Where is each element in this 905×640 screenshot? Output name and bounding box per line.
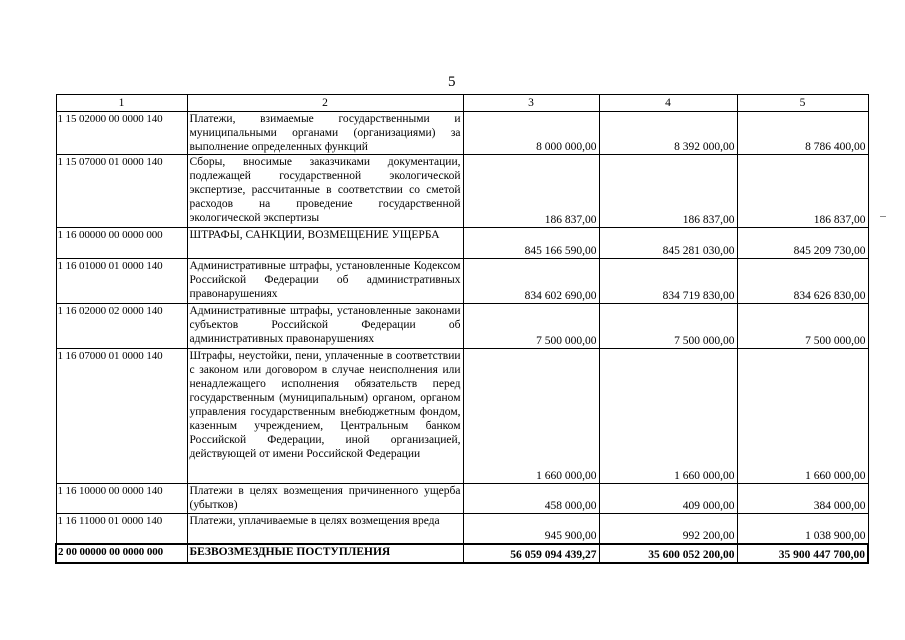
row-code: 1 16 11000 01 0000 140 xyxy=(56,514,187,544)
header-cell-code: 1 xyxy=(56,95,187,112)
row-code: 1 16 00000 00 0000 000 xyxy=(56,228,187,259)
row-value-year3: 35 900 447 700,00 xyxy=(737,544,868,563)
row-value-year2: 35 600 052 200,00 xyxy=(599,544,737,563)
row-value-year3: 384 000,00 xyxy=(737,484,868,514)
row-value-year3: 845 209 730,00 xyxy=(737,228,868,259)
table-row xyxy=(56,514,868,544)
table-row xyxy=(56,259,868,304)
page-number: 5 xyxy=(448,74,456,90)
header-cell-name: 2 xyxy=(187,95,463,112)
row-value-year2: 7 500 000,00 xyxy=(599,304,737,349)
row-code: 1 15 02000 00 0000 140 xyxy=(56,112,187,155)
row-name: Административные штрафы, установленные законами субъектов Российской Федерации об административных правонарушениях xyxy=(187,304,463,349)
row-code: 1 16 02000 02 0000 140 xyxy=(56,304,187,349)
table-row xyxy=(56,304,868,349)
table-row xyxy=(56,228,868,259)
row-name: Платежи, уплачиваемые в целях возмещения вреда xyxy=(187,514,463,544)
row-value-year1: 845 166 590,00 xyxy=(463,228,599,259)
row-value-year2: 8 392 000,00 xyxy=(599,112,737,155)
row-value-year3: 8 786 400,00 xyxy=(737,112,868,155)
table-header-row xyxy=(56,95,868,112)
row-value-year2: 1 660 000,00 xyxy=(599,349,737,484)
row-name: Платежи в целях возмещения причиненного ущерба (убытков) xyxy=(187,484,463,514)
row-name: ШТРАФЫ, САНКЦИИ, ВОЗМЕЩЕНИЕ УЩЕРБА xyxy=(187,228,463,259)
row-value-year2: 992 200,00 xyxy=(599,514,737,544)
row-code: 1 16 10000 00 0000 140 xyxy=(56,484,187,514)
table-row xyxy=(56,155,868,228)
row-value-year2: 186 837,00 xyxy=(599,155,737,228)
budget-revenue-table xyxy=(55,94,869,564)
row-name: БЕЗВОЗМЕЗДНЫЕ ПОСТУПЛЕНИЯ xyxy=(187,544,463,563)
margin-mark xyxy=(880,216,886,217)
row-name: Административные штрафы, установленные Кодексом Российской Федерации об административных правонарушениях xyxy=(187,259,463,304)
row-code: 1 16 01000 01 0000 140 xyxy=(56,259,187,304)
row-value-year3: 834 626 830,00 xyxy=(737,259,868,304)
row-name: Сборы, вносимые заказчиками документации, подлежащей государственной экологической экспертизе, рассчитанные в соответствии со сметой расходов на проведение государственной экологической экспертизы xyxy=(187,155,463,228)
header-cell-year3: 5 xyxy=(737,95,868,112)
row-value-year1: 834 602 690,00 xyxy=(463,259,599,304)
row-value-year3: 7 500 000,00 xyxy=(737,304,868,349)
table-row xyxy=(56,484,868,514)
row-code: 1 16 07000 01 0000 140 xyxy=(56,349,187,484)
table-row xyxy=(56,112,868,155)
row-value-year1: 7 500 000,00 xyxy=(463,304,599,349)
row-value-year3: 1 660 000,00 xyxy=(737,349,868,484)
row-value-year2: 409 000,00 xyxy=(599,484,737,514)
row-value-year2: 834 719 830,00 xyxy=(599,259,737,304)
header-cell-year1: 3 xyxy=(463,95,599,112)
row-value-year1: 945 900,00 xyxy=(463,514,599,544)
row-name: Штрафы, неустойки, пени, уплаченные в соответствии с законом или договором в случае неисполнения или ненадлежащего исполнения обязательств перед государственным (муниципальным) органом, органом управления государственным внебюджетным фондом, казенным учреждением, Центральным банком Российской Федерации, иной организацией, действующей от имени Российской Федерации xyxy=(187,349,463,484)
row-value-year1: 458 000,00 xyxy=(463,484,599,514)
row-name: Платежи, взимаемые государственными и муниципальными органами (организациями) за выполнение определенных функций xyxy=(187,112,463,155)
table-row-total xyxy=(56,544,868,563)
table-row xyxy=(56,349,868,484)
row-value-year1: 56 059 094 439,27 xyxy=(463,544,599,563)
row-code: 1 15 07000 01 0000 140 xyxy=(56,155,187,228)
row-value-year1: 1 660 000,00 xyxy=(463,349,599,484)
row-value-year1: 8 000 000,00 xyxy=(463,112,599,155)
row-value-year3: 1 038 900,00 xyxy=(737,514,868,544)
header-cell-year2: 4 xyxy=(599,95,737,112)
row-code: 2 00 00000 00 0000 000 xyxy=(56,544,187,563)
row-value-year2: 845 281 030,00 xyxy=(599,228,737,259)
row-value-year1: 186 837,00 xyxy=(463,155,599,228)
row-value-year3: 186 837,00 xyxy=(737,155,868,228)
